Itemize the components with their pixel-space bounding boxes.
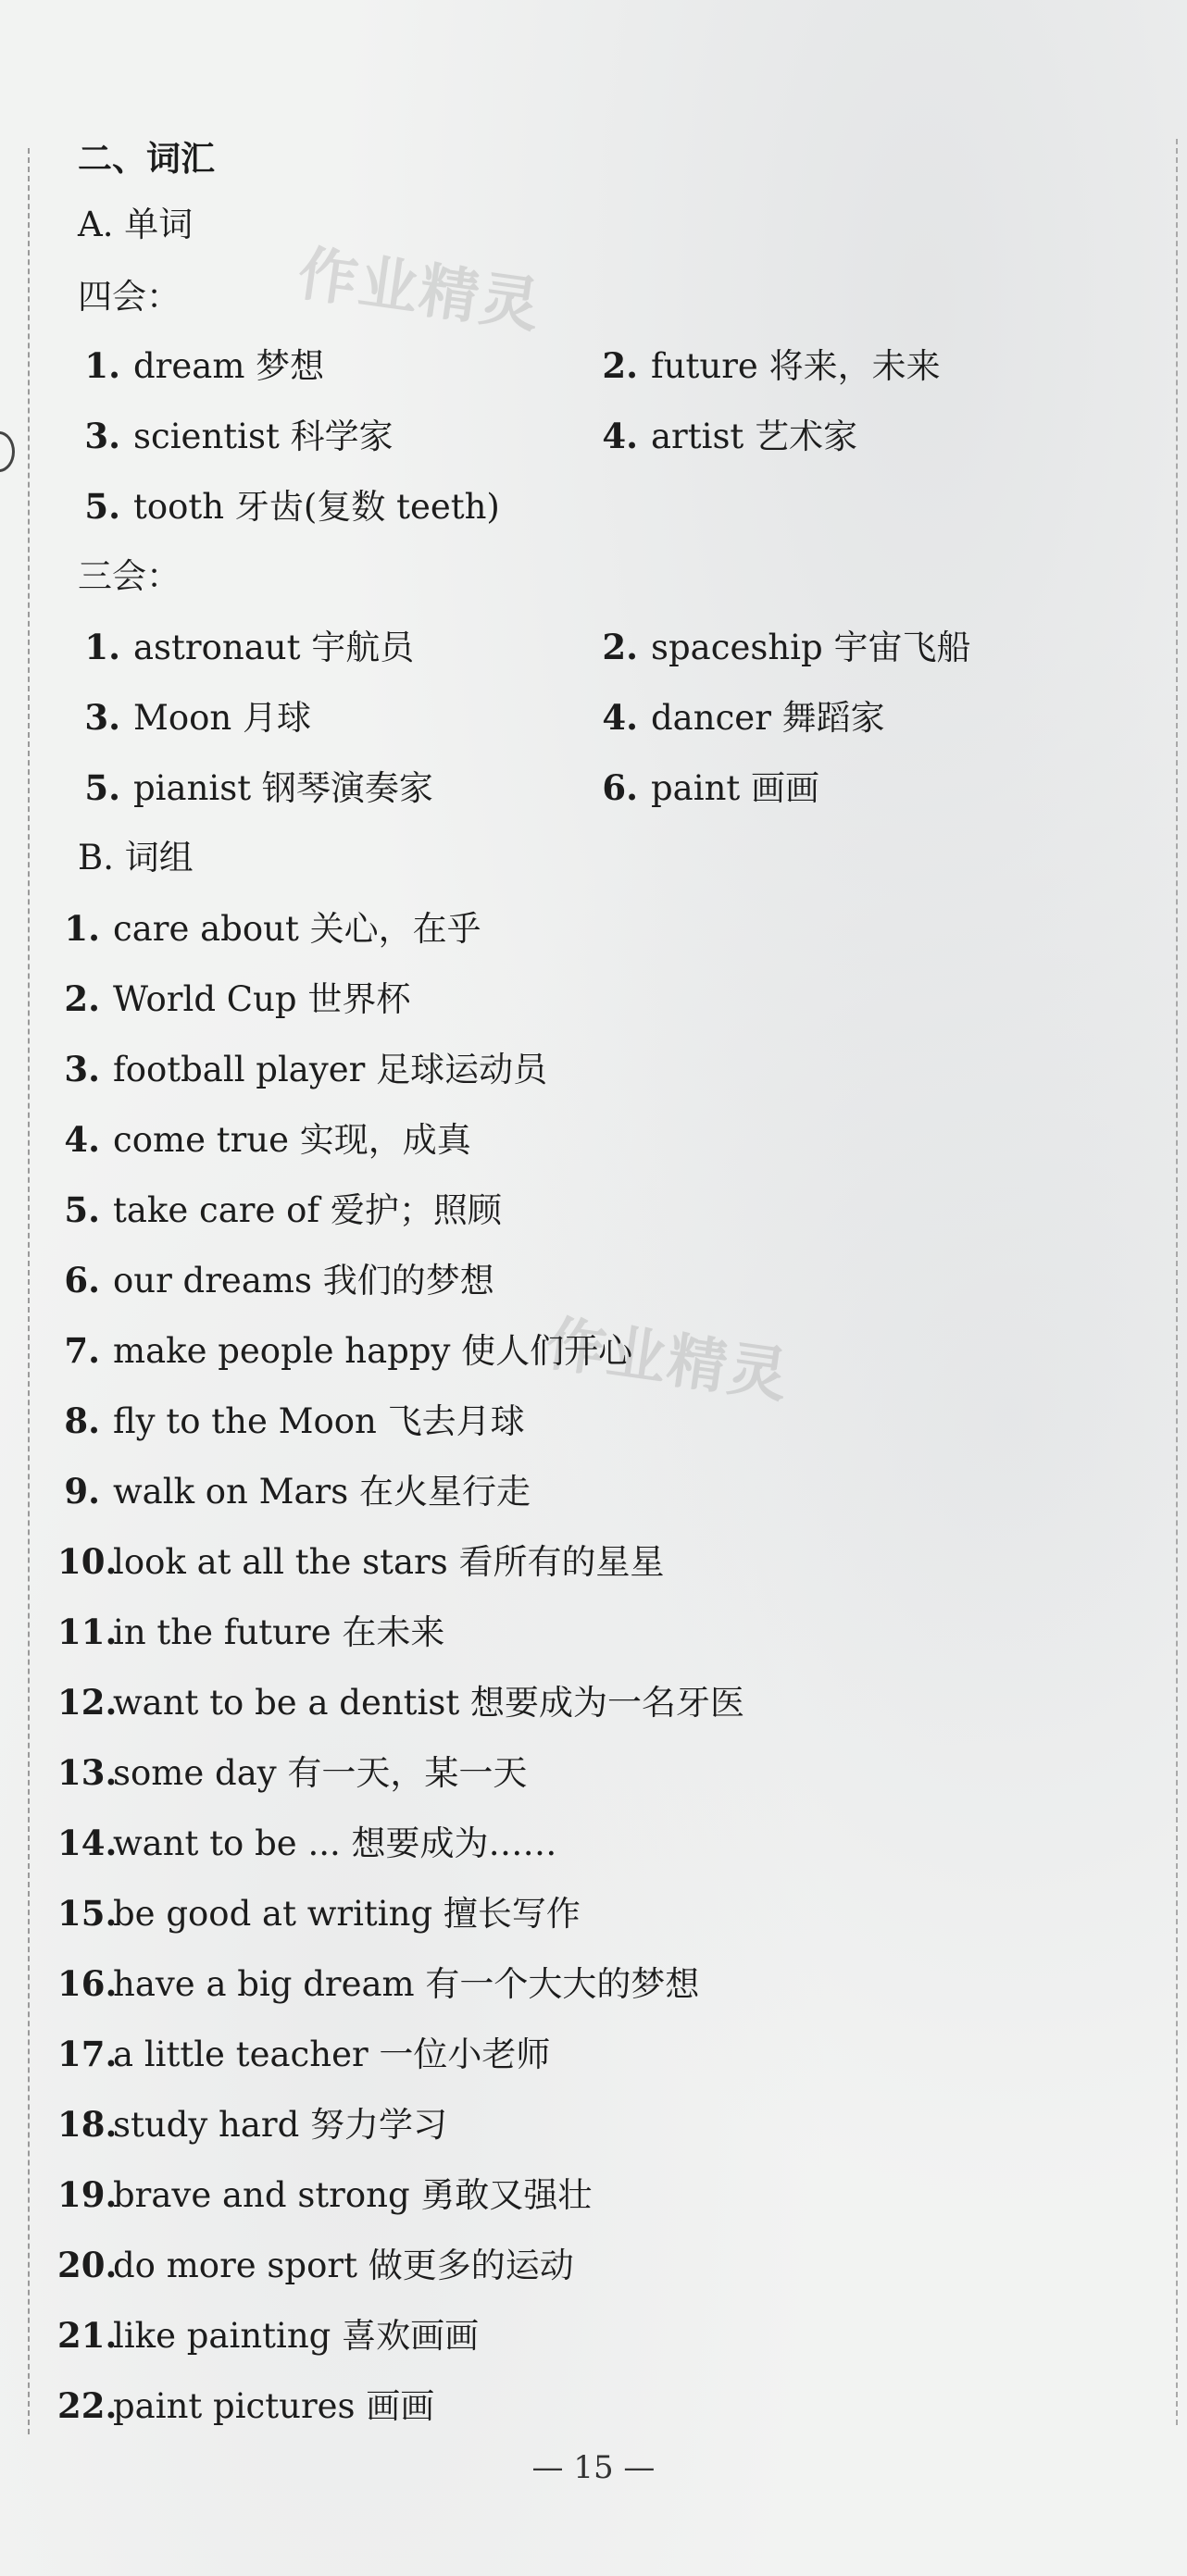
- item-number: 15.: [57, 1893, 118, 1934]
- item-text: have a big dream 有一个大大的梦想: [113, 1964, 700, 2004]
- item-number: 3.: [84, 697, 120, 738]
- item-text: study hard 努力学习: [113, 2105, 448, 2145]
- item-text: come true 实现，成真: [113, 1120, 471, 1160]
- phrase-item: [57, 1259, 494, 1302]
- phrase-item: [57, 1822, 556, 1865]
- three-skills-label: 三会：: [78, 556, 181, 596]
- item-text: look at all the stars 看所有的星星: [113, 1542, 665, 1582]
- item-text: walk on Mars 在火星行走: [113, 1472, 531, 1512]
- watermark-logo: 作业精灵: [542, 1309, 794, 1412]
- item-text: want to be a dentist 想要成为一名牙医: [113, 1683, 744, 1723]
- item-text: artist 艺术家: [651, 417, 858, 456]
- phrase-item: [57, 1892, 581, 1935]
- item-text: Moon 月球: [133, 698, 312, 738]
- word-item: [595, 415, 857, 458]
- phrase-item: [57, 1962, 699, 2006]
- phrase-item: [57, 977, 410, 1021]
- page-number: — 15 —: [531, 2449, 656, 2486]
- item-number: 19.: [57, 2174, 118, 2215]
- item-number: 21.: [57, 2315, 118, 2356]
- item-number: 8.: [64, 1400, 100, 1441]
- item-text: be good at writing 擅长写作: [113, 1894, 581, 1934]
- item-text: care about 关心，在乎: [113, 909, 481, 949]
- item-number: 4.: [602, 697, 638, 738]
- item-number: 18.: [57, 2104, 118, 2145]
- phrase-item: [57, 2384, 434, 2428]
- phrase-item: [57, 2314, 479, 2358]
- item-number: 3.: [64, 1049, 100, 1089]
- part-b-title: B. 词组: [78, 838, 194, 877]
- item-text: a little teacher 一位小老师: [113, 2035, 551, 2074]
- item-text: pianist 钢琴演奏家: [133, 768, 433, 808]
- item-text: World Cup 世界杯: [113, 979, 411, 1019]
- word-item: [595, 696, 885, 740]
- word-item: [595, 766, 819, 810]
- item-text: scientist 科学家: [133, 417, 394, 456]
- phrase-item: [57, 1118, 471, 1162]
- item-number: 2.: [64, 978, 100, 1019]
- item-text: some day 有一天，某一天: [113, 1753, 528, 1793]
- item-text: football player 足球运动员: [113, 1050, 548, 1089]
- phrase-item: [57, 1611, 444, 1654]
- part-a-title: A. 单词: [78, 205, 194, 244]
- item-number: 7.: [64, 1330, 100, 1371]
- item-text: like painting 喜欢画画: [113, 2316, 480, 2356]
- right-margin-dashed-line: [1176, 139, 1178, 2425]
- item-number: 17.: [57, 2034, 118, 2074]
- left-margin-dashed-line: [28, 148, 30, 2434]
- item-number: 1.: [64, 908, 100, 949]
- word-item: [78, 344, 324, 388]
- item-text: dancer 舞蹈家: [651, 698, 885, 738]
- word-item: [78, 485, 500, 529]
- phrase-item: [57, 1681, 744, 1724]
- item-text: dream 梦想: [133, 346, 325, 386]
- item-text: make people happy 使人们开心: [113, 1331, 633, 1371]
- item-number: 6.: [602, 767, 638, 808]
- phrase-item: [57, 2033, 550, 2076]
- item-text: tooth 牙齿(复数 teeth): [133, 487, 500, 527]
- phrase-item: [57, 1751, 527, 1795]
- word-item: [78, 696, 311, 740]
- item-number: 4.: [64, 1119, 100, 1160]
- item-text: astronaut 宇航员: [133, 628, 415, 667]
- word-item: [78, 415, 394, 458]
- phrase-item: [57, 1188, 502, 1232]
- item-number: 10.: [57, 1541, 118, 1582]
- phrase-item: [57, 1400, 525, 1443]
- item-number: 2.: [602, 345, 638, 386]
- four-skills-label: 四会：: [78, 277, 181, 317]
- item-text: take care of 爱护；照顾: [113, 1190, 502, 1230]
- word-item: [595, 344, 941, 388]
- item-text: brave and strong 勇敢又强壮: [113, 2175, 593, 2215]
- item-number: 13.: [57, 1752, 118, 1793]
- phrase-item: [57, 2103, 447, 2147]
- phrase-item: [57, 907, 481, 951]
- item-text: future 将来，未来: [651, 346, 941, 386]
- item-text: our dreams 我们的梦想: [113, 1261, 494, 1300]
- phrase-item: [57, 1048, 547, 1091]
- word-item: [595, 626, 970, 669]
- item-number: 1.: [84, 627, 120, 667]
- item-number: 11.: [57, 1612, 118, 1652]
- item-number: 22.: [57, 2385, 118, 2426]
- item-text: fly to the Moon 飞去月球: [113, 1401, 525, 1441]
- watermark-logo: 作业精灵: [294, 239, 546, 342]
- word-item: [78, 766, 433, 810]
- item-number: 9.: [64, 1471, 100, 1512]
- item-text: spaceship 宇宙飞船: [651, 628, 971, 667]
- item-number: 5.: [84, 767, 120, 808]
- word-item: [78, 626, 414, 669]
- phrase-item: [57, 2173, 592, 2217]
- item-number: 14.: [57, 1823, 118, 1863]
- item-text: paint pictures 画画: [113, 2386, 435, 2426]
- phrase-item: [57, 1470, 531, 1513]
- phrase-item: [57, 1540, 664, 1584]
- item-text: want to be ... 想要成为……: [113, 1823, 557, 1863]
- item-text: paint 画画: [651, 768, 820, 808]
- item-text: do more sport 做更多的运动: [113, 2246, 574, 2285]
- item-number: 1.: [84, 345, 120, 386]
- section-title: 二、词汇: [78, 138, 215, 179]
- phrase-item: [57, 2244, 574, 2287]
- item-number: 2.: [602, 627, 638, 667]
- item-number: 16.: [57, 1963, 118, 2004]
- item-number: 5.: [64, 1189, 100, 1230]
- item-number: 12.: [57, 1682, 118, 1723]
- item-number: 6.: [64, 1260, 100, 1300]
- phrase-item: [57, 1329, 632, 1373]
- item-text: in the future 在未来: [113, 1612, 445, 1652]
- item-number: 20.: [57, 2245, 118, 2285]
- item-number: 5.: [84, 486, 120, 527]
- item-number: 3.: [84, 416, 120, 456]
- item-number: 4.: [602, 416, 638, 456]
